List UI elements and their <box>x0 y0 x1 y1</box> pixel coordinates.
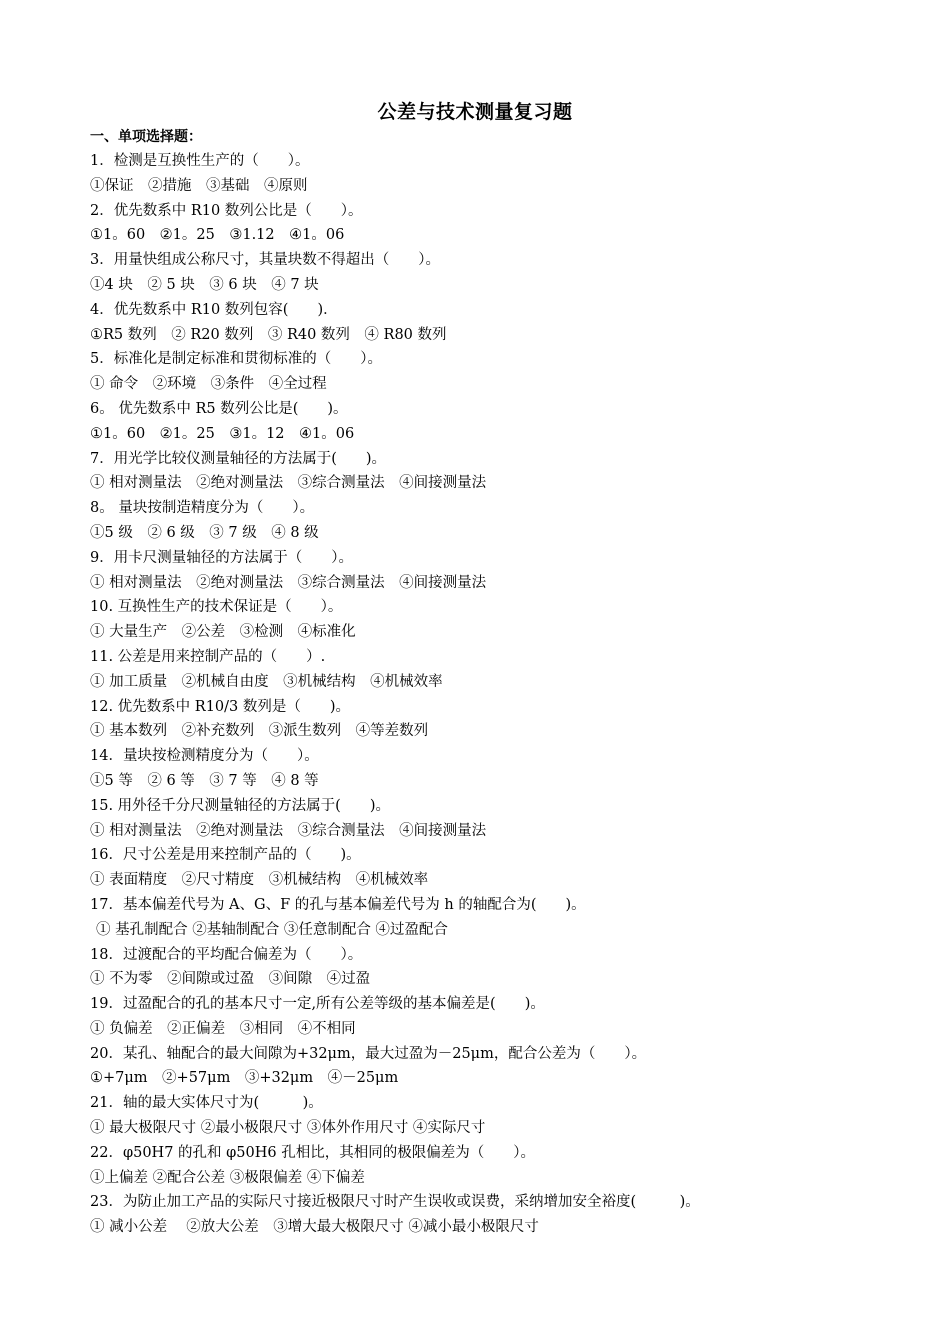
question-text: 15. 用外径千分尺测量轴径的方法属于( )。 <box>90 797 390 814</box>
question-text: 18．过渡配合的平均配合偏差为（ ）。 <box>90 946 363 963</box>
question-text: 21．轴的最大实体尺寸为( )。 <box>90 1095 323 1112</box>
question-item <box>90 447 920 497</box>
question-item <box>90 347 920 397</box>
answer-options: ① 大量生产 ②公差 ③检测 ④标准化 <box>90 624 356 641</box>
question-text: 4．优先数系中 R10 数列包容( )． <box>90 301 338 318</box>
question-item <box>90 645 920 695</box>
question-item <box>90 199 920 249</box>
document-title: 公差与技术测量复习题 <box>377 101 573 123</box>
question-item <box>90 695 920 745</box>
answer-options: ① 减小公差 ②放大公差 ③增大最大极限尺寸 ④减小最小极限尺寸 <box>90 1219 539 1236</box>
question-item <box>90 744 920 794</box>
question-text: 6。 优先数系中 R5 数列公比是( )。 <box>90 400 348 417</box>
answer-options: ① 负偏差 ②正偏差 ③相同 ④不相同 <box>90 1020 356 1037</box>
question-text: 14．量块按检测精度分为（ ）。 <box>90 748 319 765</box>
question-item <box>90 496 920 546</box>
question-item <box>90 893 920 943</box>
answer-options: ① 命令 ②环境 ③条件 ④全过程 <box>90 376 327 393</box>
answer-options: ① 相对测量法 ②绝对测量法 ③综合测量法 ④间接测量法 <box>90 475 487 492</box>
answer-options: ①1。60 ②1。25 ③1。12 ④1。06 <box>90 425 355 442</box>
question-item <box>90 1091 920 1141</box>
answer-options: ① 相对测量法 ②绝对测量法 ③综合测量法 ④间接测量法 <box>90 822 487 839</box>
question-text: 23．为防止加工产品的实际尺寸接近极限尺寸时产生误收或误费，采纳增加安全裕度( )。 <box>90 1194 700 1211</box>
question-text: 12. 优先数系中 R10/3 数列是（ )。 <box>90 698 351 715</box>
answer-options: ① 相对测量法 ②绝对测量法 ③综合测量法 ④间接测量法 <box>90 574 487 591</box>
answer-options: ① 表面精度 ②尺寸精度 ③机械结构 ④机械效率 <box>90 872 429 889</box>
answer-options: ①5 等 ② 6 等 ③ 7 等 ④ 8 等 <box>90 772 319 789</box>
answer-options: ①上偏差 ②配合公差 ③极限偏差 ④下偏差 <box>90 1169 365 1186</box>
question-item <box>90 298 920 348</box>
question-item <box>90 943 920 993</box>
question-item <box>90 1042 920 1092</box>
question-item <box>90 794 920 844</box>
question-text: 22．φ50H7 的孔和 φ50H6 孔相比，其相同的极限偏差为（ ）。 <box>90 1144 535 1161</box>
question-text: 16．尺寸公差是用来控制产品的（ )。 <box>90 847 361 864</box>
question-item <box>90 595 920 645</box>
answer-options: ①R5 数列 ② R20 数列 ③ R40 数列 ④ R80 数列 <box>90 326 447 343</box>
question-text: 19．过盈配合的孔的基本尺寸一定,所有公差等级的基本偏差是( )。 <box>90 996 545 1013</box>
answer-options: ①4 块 ② 5 块 ③ 6 块 ④ 7 块 <box>90 276 319 293</box>
question-item <box>90 992 920 1042</box>
question-text: 10. 互换性生产的技术保证是（ ）。 <box>90 599 343 616</box>
question-text: 2．优先数系中 R10 数列公比是（ ）。 <box>90 202 363 219</box>
question-item <box>90 843 920 893</box>
question-text: 7．用光学比较仪测量轴径的方法属于( )。 <box>90 450 387 467</box>
answer-options: ①1。60 ②1。25 ③1.12 ④1。06 <box>90 227 345 244</box>
answer-options: ①+7μm ②+57μm ③+32μm ④－25μm <box>90 1070 399 1087</box>
question-item <box>90 248 920 298</box>
answer-options: ① 最大极限尺寸 ②最小极限尺寸 ③体外作用尺寸 ④实际尺寸 <box>90 1120 486 1137</box>
question-item <box>90 546 920 596</box>
question-text: 3．用量快组成公称尺寸，其量块数不得超出（ ）。 <box>90 252 440 269</box>
question-item <box>90 1190 920 1240</box>
question-text: 11. 公差是用来控制产品的（ ）. <box>90 648 326 665</box>
section-heading: 一、单项选择题： <box>90 129 202 145</box>
question-text: 20．某孔、轴配合的最大间隙为+32μm，最大过盈为－25μm，配合公差为（ ）。 <box>90 1045 647 1062</box>
question-text: 5．标准化是制定标准和贯彻标准的（ ）。 <box>90 351 382 368</box>
answer-options: ① 加工质量 ②机械自由度 ③机械结构 ④机械效率 <box>90 673 443 690</box>
answer-options: ① 基本数列 ②补充数列 ③派生数列 ④等差数列 <box>90 723 429 740</box>
question-text: 1．检测是互换性生产的（ ）。 <box>90 153 310 169</box>
question-list <box>90 149 920 1240</box>
question-text: 17．基本偏差代号为 A、G、F 的孔与基本偏差代号为 h 的轴配合为( )。 <box>90 896 586 913</box>
question-item <box>90 149 920 199</box>
answer-options: ①5 级 ② 6 级 ③ 7 级 ④ 8 级 <box>90 524 319 541</box>
question-text: 8。 量块按制造精度分为（ ）。 <box>90 500 315 517</box>
answer-options: ① 基孔制配合 ②基轴制配合 ③任意制配合 ④过盈配合 <box>96 921 448 938</box>
question-item <box>90 397 920 447</box>
question-text: 9．用卡尺测量轴径的方法属于（ ）。 <box>90 549 353 566</box>
question-item <box>90 1141 920 1191</box>
answer-options: ① 不为零 ②间隙或过盈 ③间隙 ④过盈 <box>90 971 371 988</box>
answer-options: ①保证 ②措施 ③基础 ④原则 <box>90 177 308 194</box>
